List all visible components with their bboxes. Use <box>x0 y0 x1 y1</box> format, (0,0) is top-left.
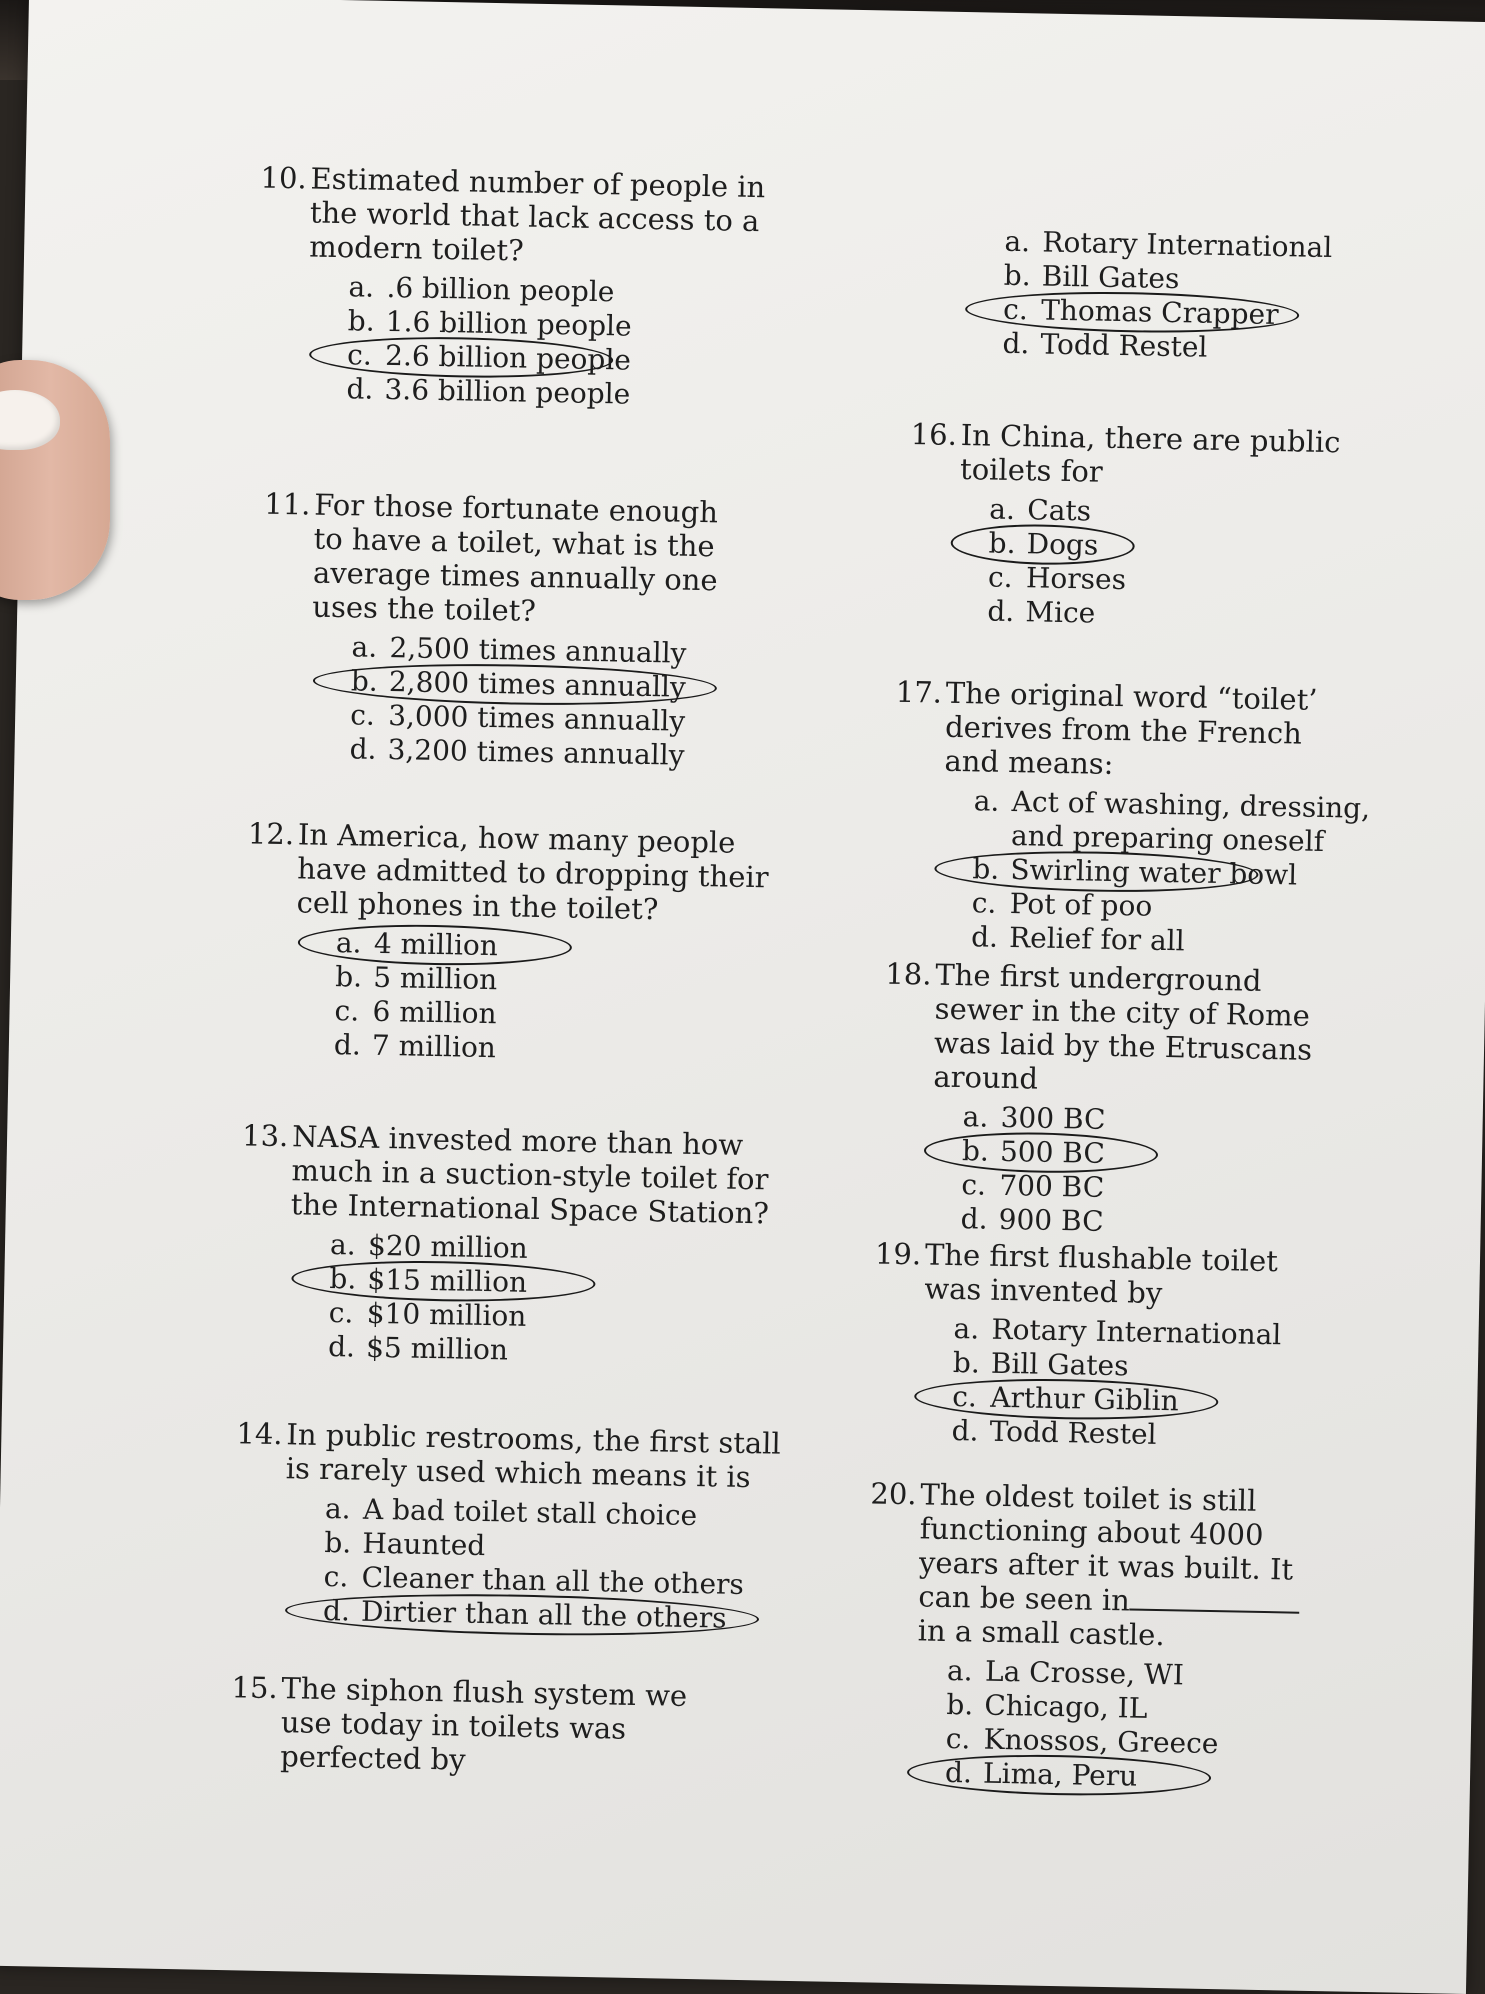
option-14-b: b. Haunted <box>324 1525 486 1563</box>
option-10-d: d. 3.6 billion people <box>346 372 631 411</box>
option-20-a: a. La Crosse, WI <box>946 1653 1185 1692</box>
option-13-a: a. $20 million <box>329 1228 529 1265</box>
question-15 <box>230 1670 732 1788</box>
question-number: 14. <box>236 1416 283 1452</box>
question-12 <box>244 816 809 1071</box>
question-16 <box>907 417 1401 636</box>
question-14 <box>233 1416 797 1637</box>
question-text: In China, there are public toilets for <box>959 417 1341 489</box>
option-18-d: d. 900 BC <box>960 1202 1104 1238</box>
question-18 <box>880 957 1345 1244</box>
question-text: The first flushable toilet was invented by <box>924 1237 1279 1311</box>
option-10-c: c. 2.6 billion people <box>347 338 818 381</box>
option-20-b: b. Chicago, IL <box>946 1687 1148 1725</box>
option-14-a: a. A bad toilet stall choice <box>324 1491 698 1533</box>
question-number: 20. <box>870 1476 917 1512</box>
option-10-b: b. 1.6 billion people <box>347 304 632 343</box>
question-number: 11. <box>263 486 311 522</box>
option-11-b: b. 2,800 times annually <box>351 664 822 707</box>
question-17 <box>891 674 1371 962</box>
option-18-b: b. 500 BC <box>962 1134 1343 1175</box>
option-16-c: c. Horses <box>987 560 1127 597</box>
question-20 <box>865 1476 1311 1796</box>
option-17-d: d. Relief for all <box>970 920 1185 958</box>
option-17-b: b. Swirling water bowl <box>972 852 1363 893</box>
option-14-d: d. Dirtier than all the others <box>323 1594 794 1637</box>
option-10-a: a. .6 billion people <box>348 270 615 309</box>
option-17-c: c. Pot of poo <box>971 886 1153 923</box>
question-number: 13. <box>241 1118 289 1154</box>
question-text: NASA invested more than how much in a suction-style toilet for the International Space Station? <box>290 1119 770 1231</box>
option-11-d: d. 3,200 times annually <box>349 732 685 772</box>
question-number: 10. <box>260 160 308 196</box>
question-text: The oldest toilet is still functioning about 4000 years after it was built. It can be seen in <box>918 1477 1294 1618</box>
question-number: 16. <box>910 417 958 452</box>
option-11-a: a. 2,500 times annually <box>351 630 687 670</box>
option-19-b: b. Bill Gates <box>952 1346 1129 1383</box>
option-16-a: a. Cats <box>989 492 1092 528</box>
option-17-a-cont: and preparing oneself <box>1010 819 1325 859</box>
option-13-c: c. $10 million <box>328 1296 527 1333</box>
question-text: The first underground sewer in the city of Rome was laid by the Etruscans around <box>933 957 1313 1096</box>
option-19-c: c. Arthur Giblin <box>952 1380 1293 1421</box>
option-14-c: c. Cleaner than all the others <box>323 1559 745 1602</box>
question-number: 17. <box>895 674 943 710</box>
option-20-c: c. Knossos, Greece <box>945 1721 1219 1761</box>
option-15-a: a. Rotary International <box>1004 224 1333 265</box>
question-number: 19. <box>874 1236 922 1272</box>
question-text: For those fortunate enough to have a toilet, what is the average times annually one uses the toilet? <box>312 487 719 628</box>
option-13-d: d. $5 million <box>327 1330 509 1367</box>
option-17-a: a. Act of washing, dressing, <box>973 784 1371 825</box>
option-16-b: b. Dogs <box>988 527 1399 569</box>
question-number: 15. <box>231 1670 279 1706</box>
question-text-end: in a small castle. <box>917 1613 1165 1653</box>
option-15-d: d. Todd Restel <box>1002 326 1208 364</box>
option-12-b: b. 5 million <box>334 960 498 997</box>
question-text: In America, how many people have admitted to dropping their cell phones in the toilet? <box>296 817 769 927</box>
option-13-b: b. $15 million <box>329 1262 800 1305</box>
answer-circle <box>950 523 1135 567</box>
question-13 <box>238 1118 803 1373</box>
question-text: The original word “toilet’ derives from the French and means: <box>944 675 1318 781</box>
option-12-d: d. 7 million <box>333 1028 497 1065</box>
question-19 <box>871 1236 1295 1454</box>
fill-in-blank <box>1130 1584 1300 1613</box>
fingernail <box>0 390 60 450</box>
option-15-b: b. Bill Gates <box>1003 258 1180 296</box>
question-number: 12. <box>247 816 295 852</box>
option-20-d: d. Lima, Peru <box>945 1756 1306 1797</box>
question-10 <box>256 161 821 416</box>
question-15-options <box>932 223 1355 367</box>
question-number: 18. <box>885 956 932 992</box>
option-12-a: a. 4 million <box>336 926 807 969</box>
question-text: The siphon flush system we use today in toilets was perfected by <box>279 1671 688 1777</box>
option-19-a: a. Rotary International <box>953 1312 1282 1352</box>
question-text: Estimated number of people in the world that lack access to a modern toilet? <box>308 161 766 268</box>
option-11-c: c. 3,000 times annually <box>349 698 686 738</box>
option-18-c: c. 700 BC <box>961 1168 1105 1204</box>
option-19-d: d. Todd Restel <box>951 1414 1157 1451</box>
option-16-d: d. Mice <box>987 594 1096 630</box>
hand-finger <box>0 360 110 600</box>
question-11 <box>259 487 824 776</box>
option-18-a: a. 300 BC <box>962 1100 1106 1136</box>
question-text: In public restrooms, the first stall is rarely used which means it is <box>285 1417 782 1495</box>
option-12-c: c. 6 million <box>334 994 497 1031</box>
answer-circle <box>924 1130 1159 1174</box>
option-15-c: c. Thomas Crapper <box>1003 293 1354 334</box>
